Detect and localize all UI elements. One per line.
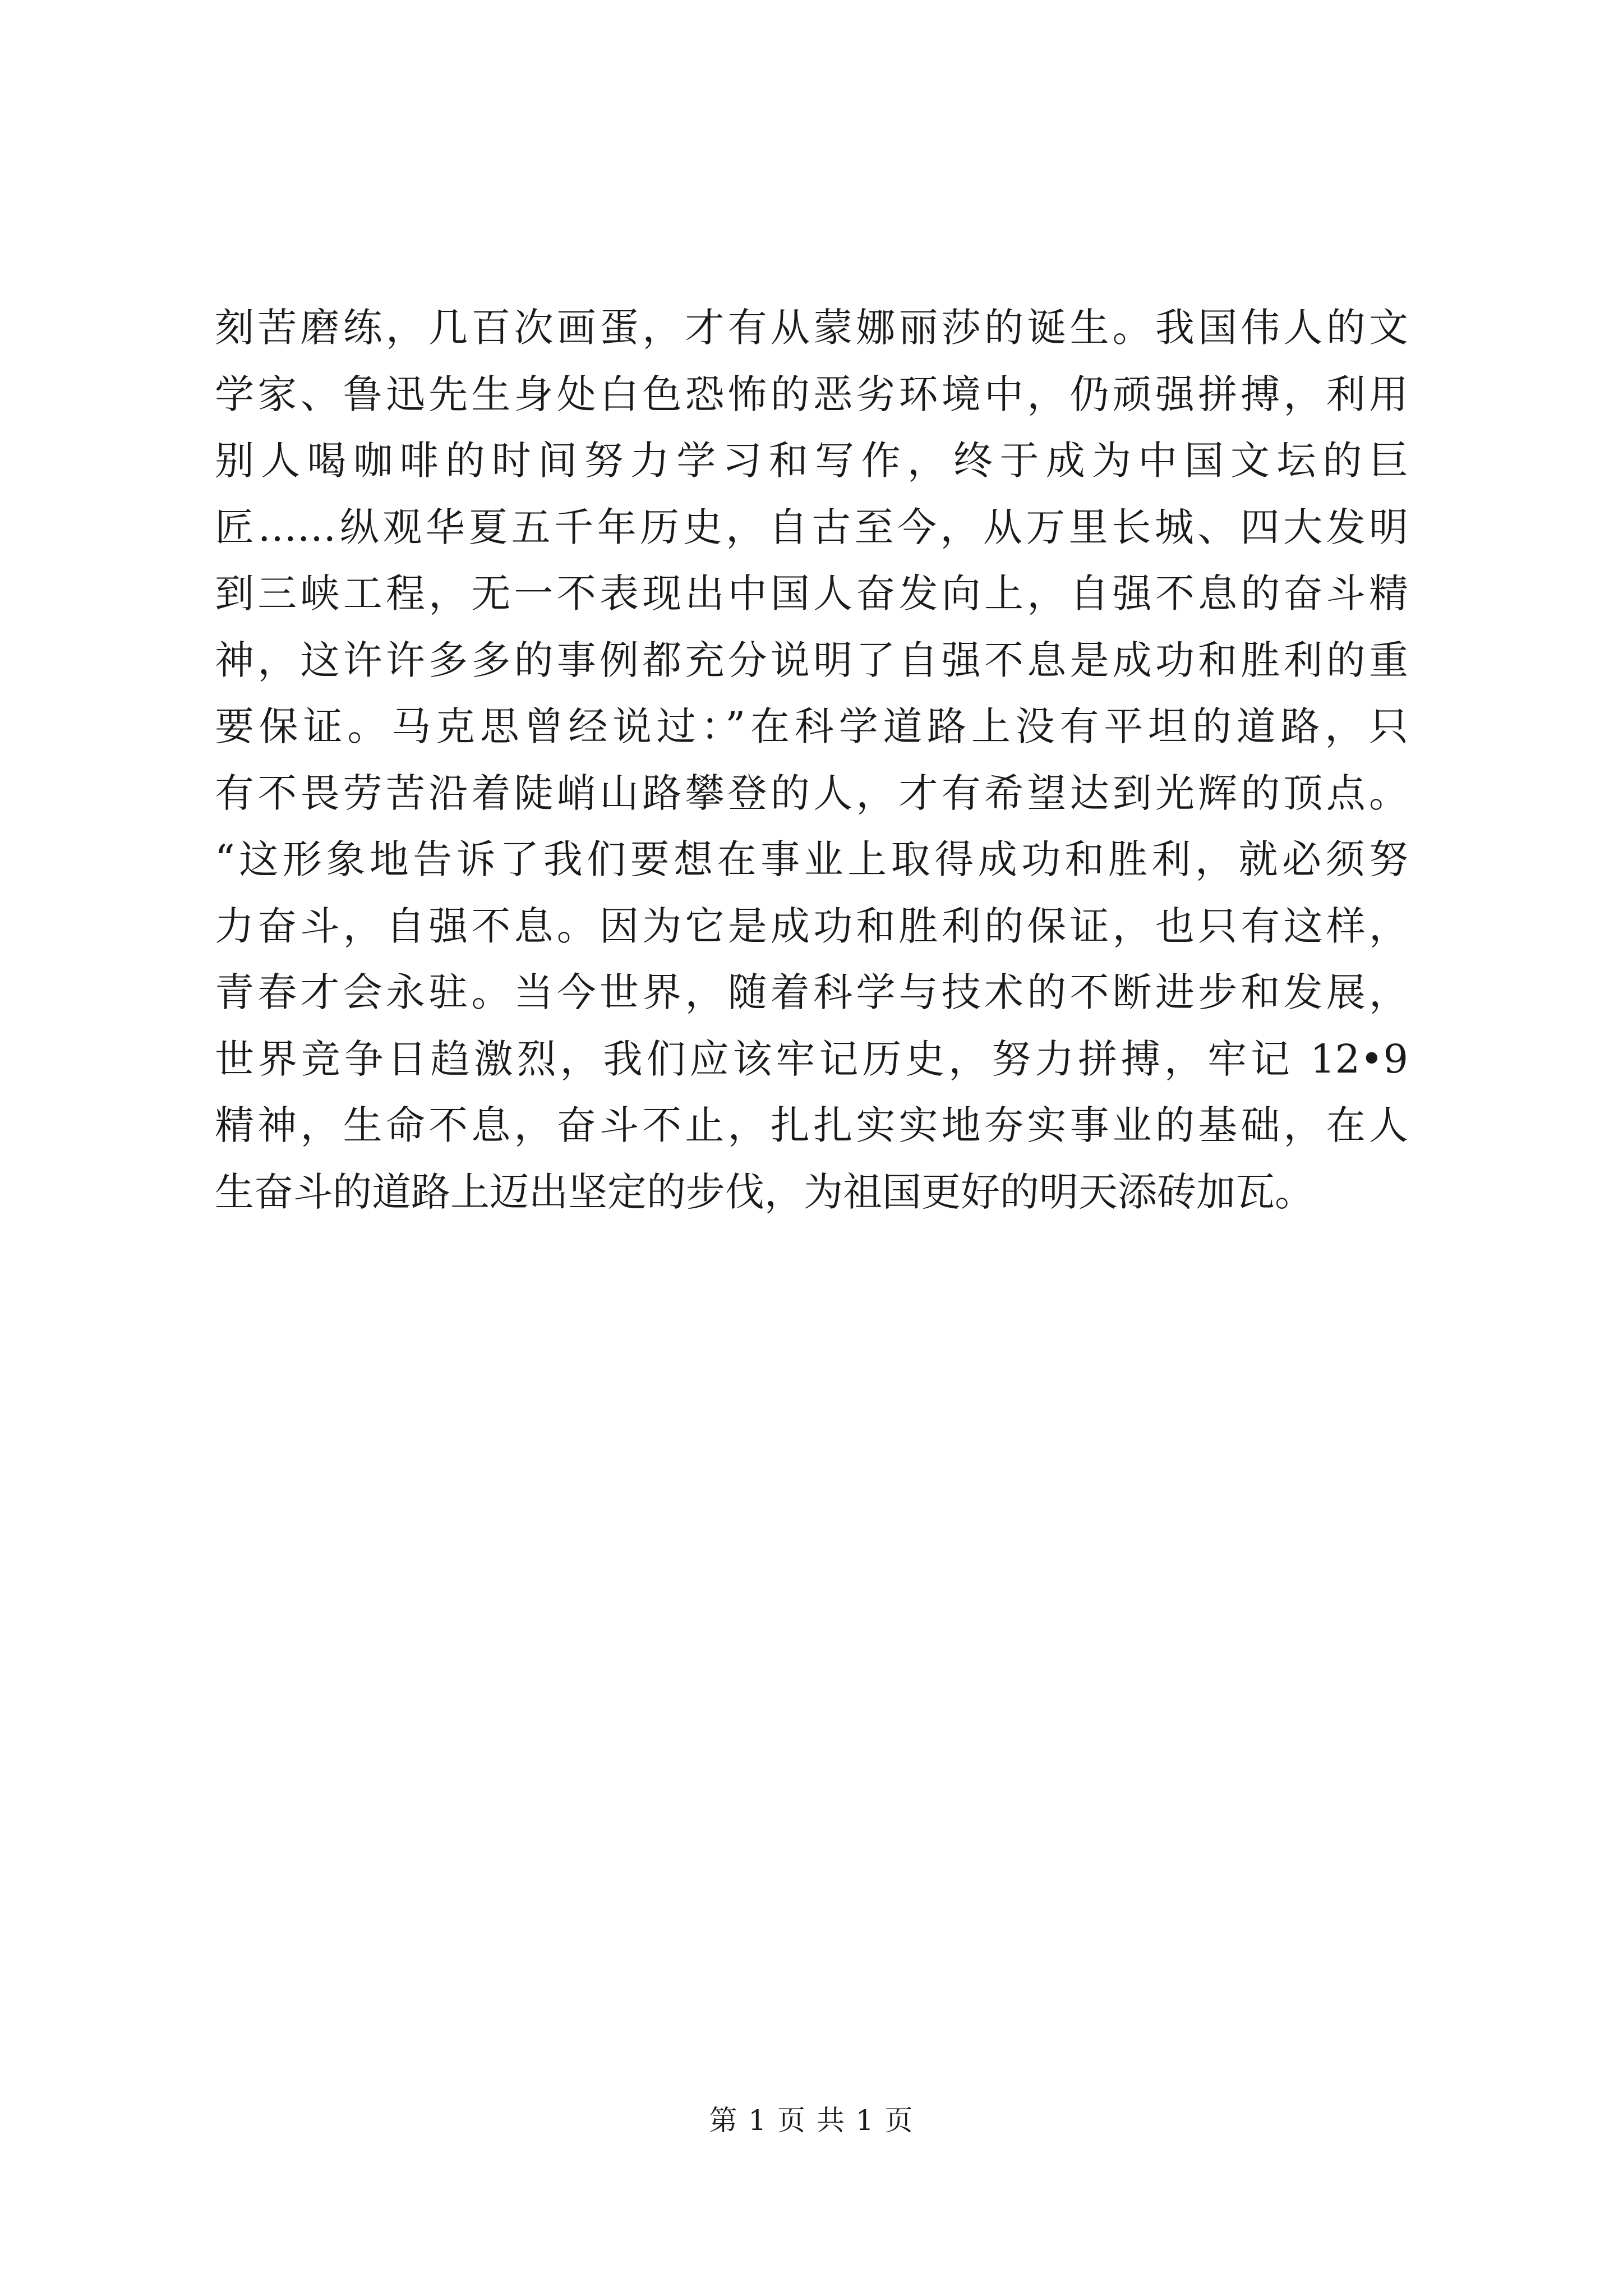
- text-line: 神，这许许多多的事例都充分说明了自强不息是成功和胜利的重: [215, 637, 1408, 683]
- text-line: “这形象地告诉了我们要想在事业上取得成功和胜利，就必须努: [215, 836, 1408, 882]
- text-line: 精神，生命不息，奋斗不止，扎扎实实地夯实事业的基础，在人: [215, 1102, 1408, 1148]
- text-line: 要保证。马克思曾经说过：”在科学道路上没有平坦的道路，只: [215, 703, 1408, 749]
- text-line: 别人喝咖啡的时间努力学习和写作，终于成为中国文坛的巨: [215, 438, 1408, 484]
- text-line: 学家、鲁迅先生身处白色恐怖的恶劣环境中，仍顽强拼搏，利用: [215, 371, 1408, 417]
- text-line: 生奋斗的道路上迈出坚定的步伐，为祖国更好的明天添砖加瓦。: [215, 1168, 1314, 1215]
- text-line: 有不畏劳苦沿着陡峭山路攀登的人，才有希望达到光辉的顶点。: [215, 770, 1408, 816]
- body-paragraph: [215, 295, 1408, 1225]
- text-line: 世界竞争日趋激烈，我们应该牢记历史，努力拼搏，牢记 12•9: [215, 1036, 1408, 1082]
- text-line: 青春才会永驻。当今世界，随着科学与技术的不断进步和发展，: [215, 969, 1408, 1015]
- text-line: 力奋斗，自强不息。因为它是成功和胜利的保证，也只有这样，: [215, 903, 1408, 949]
- text-line: 刻苦磨练，几百次画蛋，才有从蒙娜丽莎的诞生。我国伟人的文: [215, 305, 1408, 351]
- text-line: 匠……纵观华夏五千年历史，自古至今，从万里长城、四大发明: [215, 504, 1408, 550]
- page-number-footer: 第 1 页 共 1 页: [709, 2104, 914, 2137]
- text-line: 到三峡工程，无一不表现出中国人奋发向上，自强不息的奋斗精: [215, 570, 1408, 616]
